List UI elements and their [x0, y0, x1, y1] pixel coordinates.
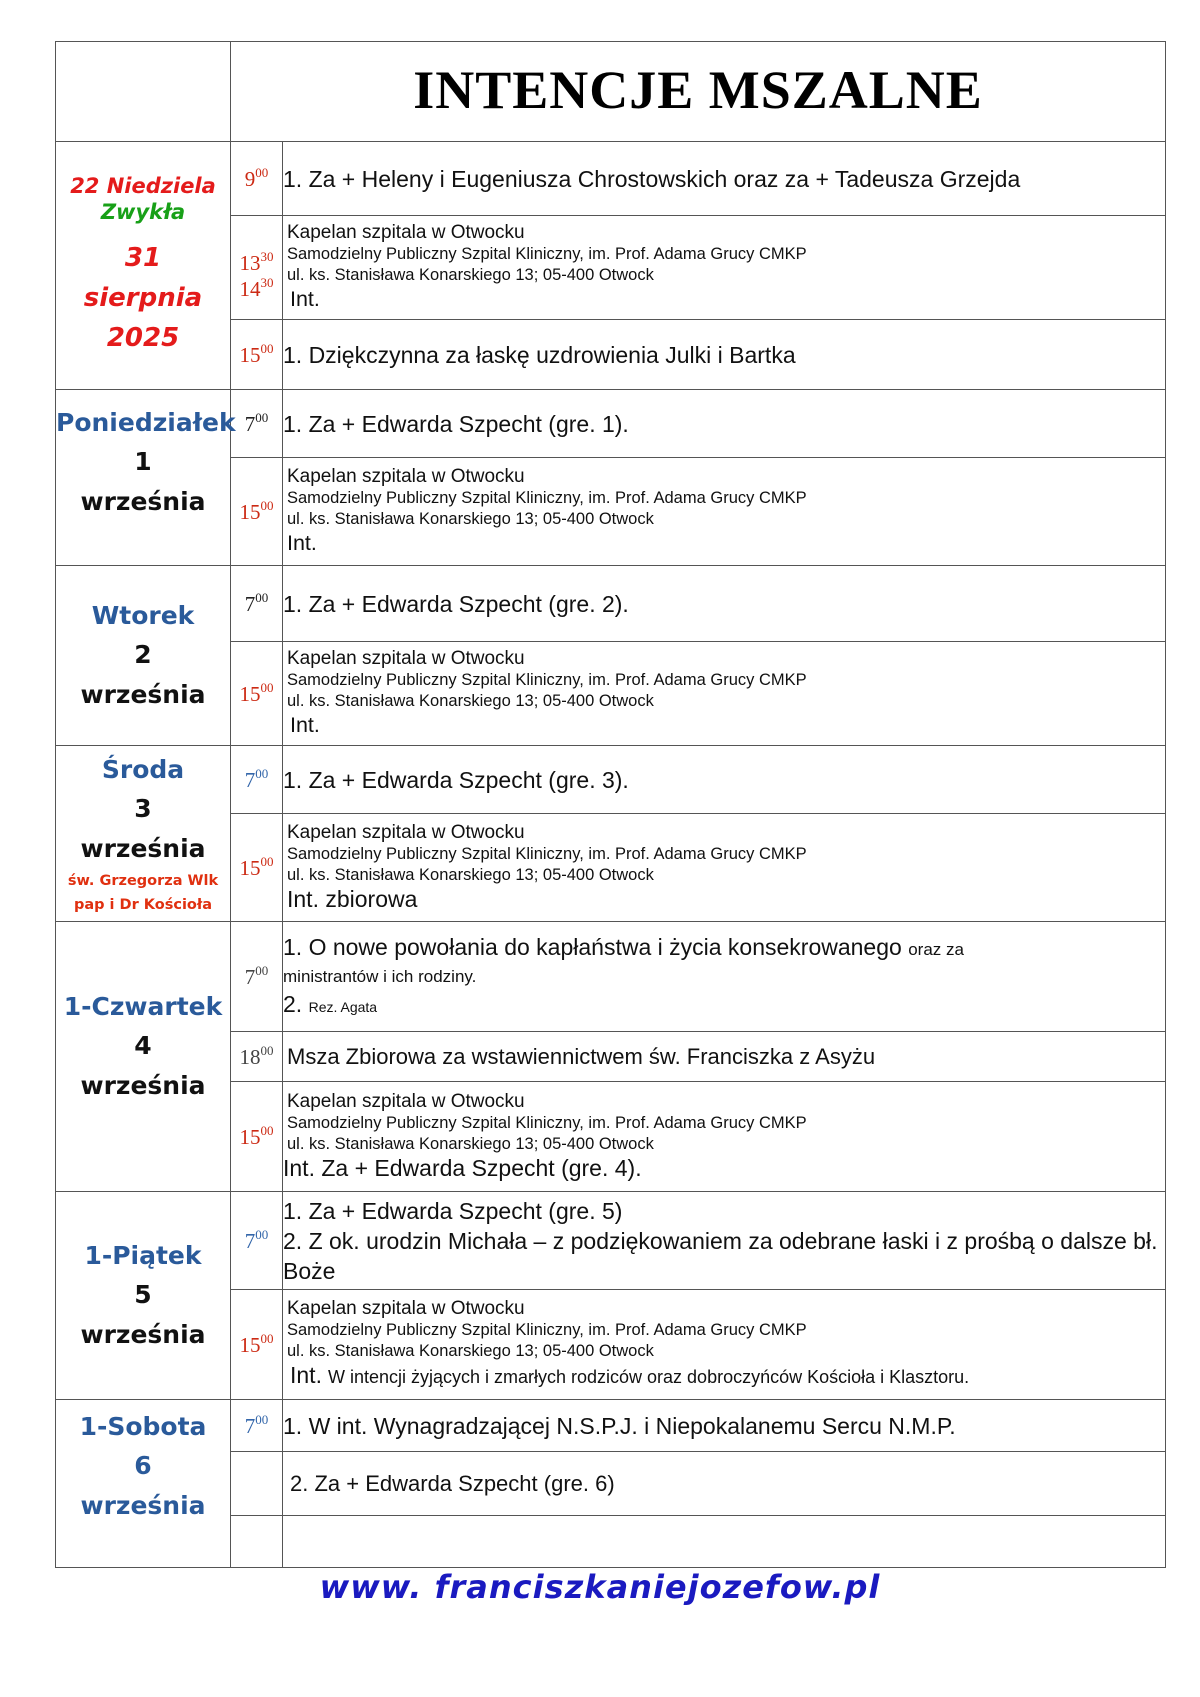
mass-time: $15^{00}$	[231, 458, 283, 566]
mass-time: $15^{00}$	[231, 1290, 283, 1400]
tuesday-row-1	[56, 566, 1166, 642]
kapelan-line-1: Kapelan szpitala w Otwocku	[287, 822, 525, 843]
kapelan-line-2: Samodzielny Publiczny Szpital Kliniczny, im. Prof. Adama Grucy CMKP	[287, 671, 807, 689]
mass-time: $7^{00}$	[231, 566, 283, 642]
day-cell-wednesday	[56, 746, 231, 922]
saturday-row-1	[56, 1400, 1166, 1452]
day-month: września	[80, 1319, 206, 1349]
empty-content-cell	[283, 1516, 1166, 1568]
day-name: Wtorek	[91, 600, 195, 630]
day-cell-monday	[56, 390, 236, 566]
mass-time: $15^{00}$	[231, 814, 283, 922]
day-month: września	[80, 833, 206, 863]
day-cell-tuesday	[56, 566, 231, 746]
mass-time: $18^{00}$	[231, 1032, 283, 1082]
day-name: 1-Piątek	[84, 1240, 202, 1270]
feast-line-1: św. Grzegorza Wlk	[67, 872, 219, 889]
mass-time: $7^{00}$	[231, 1192, 283, 1290]
kapelan-line-3: ul. ks. Stanisława Konarskiego 13; 05-400 Otwock	[287, 1135, 654, 1153]
day-date: 6	[134, 1450, 152, 1480]
kapelan-int: Int.	[290, 287, 320, 311]
day-date: 2	[134, 639, 152, 669]
day-month: sierpnia	[83, 283, 203, 313]
mass-time: $15^{00}$	[231, 320, 283, 390]
mass-intention	[283, 814, 1166, 922]
day-month: września	[80, 486, 206, 516]
mass-intention: 1. Za + Edwarda Szpecht (gre. 5) 2. Z ok. urodzin Michała – z podziękowaniem za odebrane łaski i z prośbą o dalsze bł. Boże	[283, 1192, 1166, 1290]
mass-intention: 1. W int. Wynagradzającej N.S.P.J. i Niepokalanemu Sercu N.M.P.	[283, 1400, 1166, 1452]
mass-intention: 1. Za + Edwarda Szpecht (gre. 2).	[283, 566, 1166, 642]
kapelan-line-1: Kapelan szpitala w Otwocku	[287, 648, 525, 669]
day-date: 3	[134, 793, 152, 823]
kapelan-line-2: Samodzielny Publiczny Szpital Kliniczny, im. Prof. Adama Grucy CMKP	[287, 245, 807, 263]
wednesday-row-1	[56, 746, 1166, 814]
day-name: 1-Sobota	[79, 1411, 207, 1441]
day-name: Środa	[101, 754, 185, 784]
kapelan-int: Int.	[290, 713, 320, 737]
day-date: 5	[134, 1279, 152, 1309]
empty-time-cell	[231, 1452, 283, 1516]
kapelan-int: Int.	[287, 531, 317, 555]
day-cell-friday	[56, 1192, 231, 1400]
mass-intention: Msza Zbiorowa za wstawiennictwem św. Franciszka z Asyżu	[283, 1032, 1166, 1082]
day-date: 1	[134, 446, 152, 476]
mass-intention	[283, 642, 1166, 746]
kapelan-line-3: ul. ks. Stanisława Konarskiego 13; 05-400 Otwock	[287, 1342, 654, 1360]
kapelan-line-3: ul. ks. Stanisława Konarskiego 13; 05-400 Otwock	[287, 866, 654, 884]
kapelan-int: Int. zbiorowa	[287, 886, 418, 912]
kapelan-line-3: ul. ks. Stanisława Konarskiego 13; 05-400 Otwock	[287, 266, 654, 284]
empty-time-cell	[231, 1516, 283, 1568]
kapelan-line-1: Kapelan szpitala w Otwocku	[287, 222, 525, 243]
kapelan-line-2: Samodzielny Publiczny Szpital Kliniczny, im. Prof. Adama Grucy CMKP	[287, 845, 807, 863]
mass-time: $9^{00}$	[231, 142, 283, 216]
kapelan-line-3: ul. ks. Stanisława Konarskiego 13; 05-400 Otwock	[287, 510, 654, 528]
mass-intention: 1. Za + Edwarda Szpecht (gre. 3).	[283, 746, 1166, 814]
mass-time: $15^{00}$	[231, 1082, 283, 1192]
page-title: INTENCJE MSZALNE	[413, 59, 983, 120]
mass-time: $7^{00}$	[231, 922, 283, 1032]
mass-intention: 1. O nowe powołania do kapłaństwa i życia konsekrowanego oraz za ministrantów i ich rodziny. 2. Rez. Agata	[283, 922, 1166, 1032]
friday-row-1	[56, 1192, 1166, 1290]
monday-row-1	[56, 390, 1166, 458]
day-cell-sunday	[56, 142, 231, 390]
title-cell	[231, 42, 1166, 142]
day-date: 4	[134, 1030, 152, 1060]
kapelan-line-2: Samodzielny Publiczny Szpital Kliniczny, im. Prof. Adama Grucy CMKP	[287, 1114, 807, 1132]
mass-time: $13^{30}$ $14^{30}$	[231, 216, 283, 320]
kapelan-line-1: Kapelan szpitala w Otwocku	[287, 466, 525, 487]
day-date: 31	[124, 243, 162, 273]
kapelan-line-2: Samodzielny Publiczny Szpital Kliniczny, im. Prof. Adama Grucy CMKP	[287, 489, 807, 507]
day-year: 2025	[106, 323, 180, 353]
corner-cell	[56, 42, 231, 142]
kapelan-line-2: Samodzielny Publiczny Szpital Kliniczny, im. Prof. Adama Grucy CMKP	[287, 1321, 807, 1339]
day-cell-saturday	[56, 1400, 231, 1568]
mass-time: $7^{00}$	[231, 1400, 283, 1452]
kapelan-int: Int. W intencji żyjących i zmarłych rodziców oraz dobroczyńców Kościoła i Klasztoru.	[290, 1362, 970, 1388]
kapelan-line-3: ul. ks. Stanisława Konarskiego 13; 05-400 Otwock	[287, 692, 654, 710]
day-name: 22 Niedziela	[70, 174, 216, 198]
mass-intention	[283, 1082, 1166, 1192]
title-row	[56, 42, 1166, 142]
kapelan-int: Int. Za + Edwarda Szpecht (gre. 4).	[283, 1155, 642, 1181]
mass-intention: 2. Za + Edwarda Szpecht (gre. 6)	[283, 1452, 1166, 1516]
mass-intention	[283, 1290, 1166, 1400]
kapelan-line-1: Kapelan szpitala w Otwocku	[287, 1298, 525, 1319]
mass-intention: 1. Za + Heleny i Eugeniusza Chrostowskich oraz za + Tadeusza Grzejda	[283, 142, 1166, 216]
day-month: września	[80, 1490, 206, 1520]
mass-time: $7^{00}$	[231, 390, 283, 458]
thursday-row-1	[56, 922, 1166, 1032]
mass-intention: 1. Za + Edwarda Szpecht (gre. 1).	[283, 390, 1166, 458]
day-name: 1-Czwartek	[63, 991, 223, 1021]
mass-intention	[283, 458, 1166, 566]
day-name-2: Zwykła	[100, 200, 186, 224]
mass-intention: 1. Dziękczynna za łaskę uzdrowienia Julki i Bartka	[283, 320, 1166, 390]
mass-intention	[283, 216, 1166, 320]
kapelan-line-1: Kapelan szpitala w Otwocku	[287, 1091, 525, 1112]
mass-time: $7^{00}$	[231, 746, 283, 814]
day-name: Poniedziałek	[56, 407, 236, 437]
mass-time: $15^{00}$	[231, 642, 283, 746]
feast-line-2: pap i Dr Kościoła	[73, 896, 213, 913]
day-month: września	[80, 679, 206, 709]
day-cell-thursday	[56, 922, 231, 1192]
day-month: września	[80, 1070, 206, 1100]
schedule-table	[55, 41, 1166, 1568]
sunday-row-1	[56, 142, 1166, 216]
website-link[interactable]: www. franciszkaniejozefow.pl	[319, 1568, 881, 1606]
